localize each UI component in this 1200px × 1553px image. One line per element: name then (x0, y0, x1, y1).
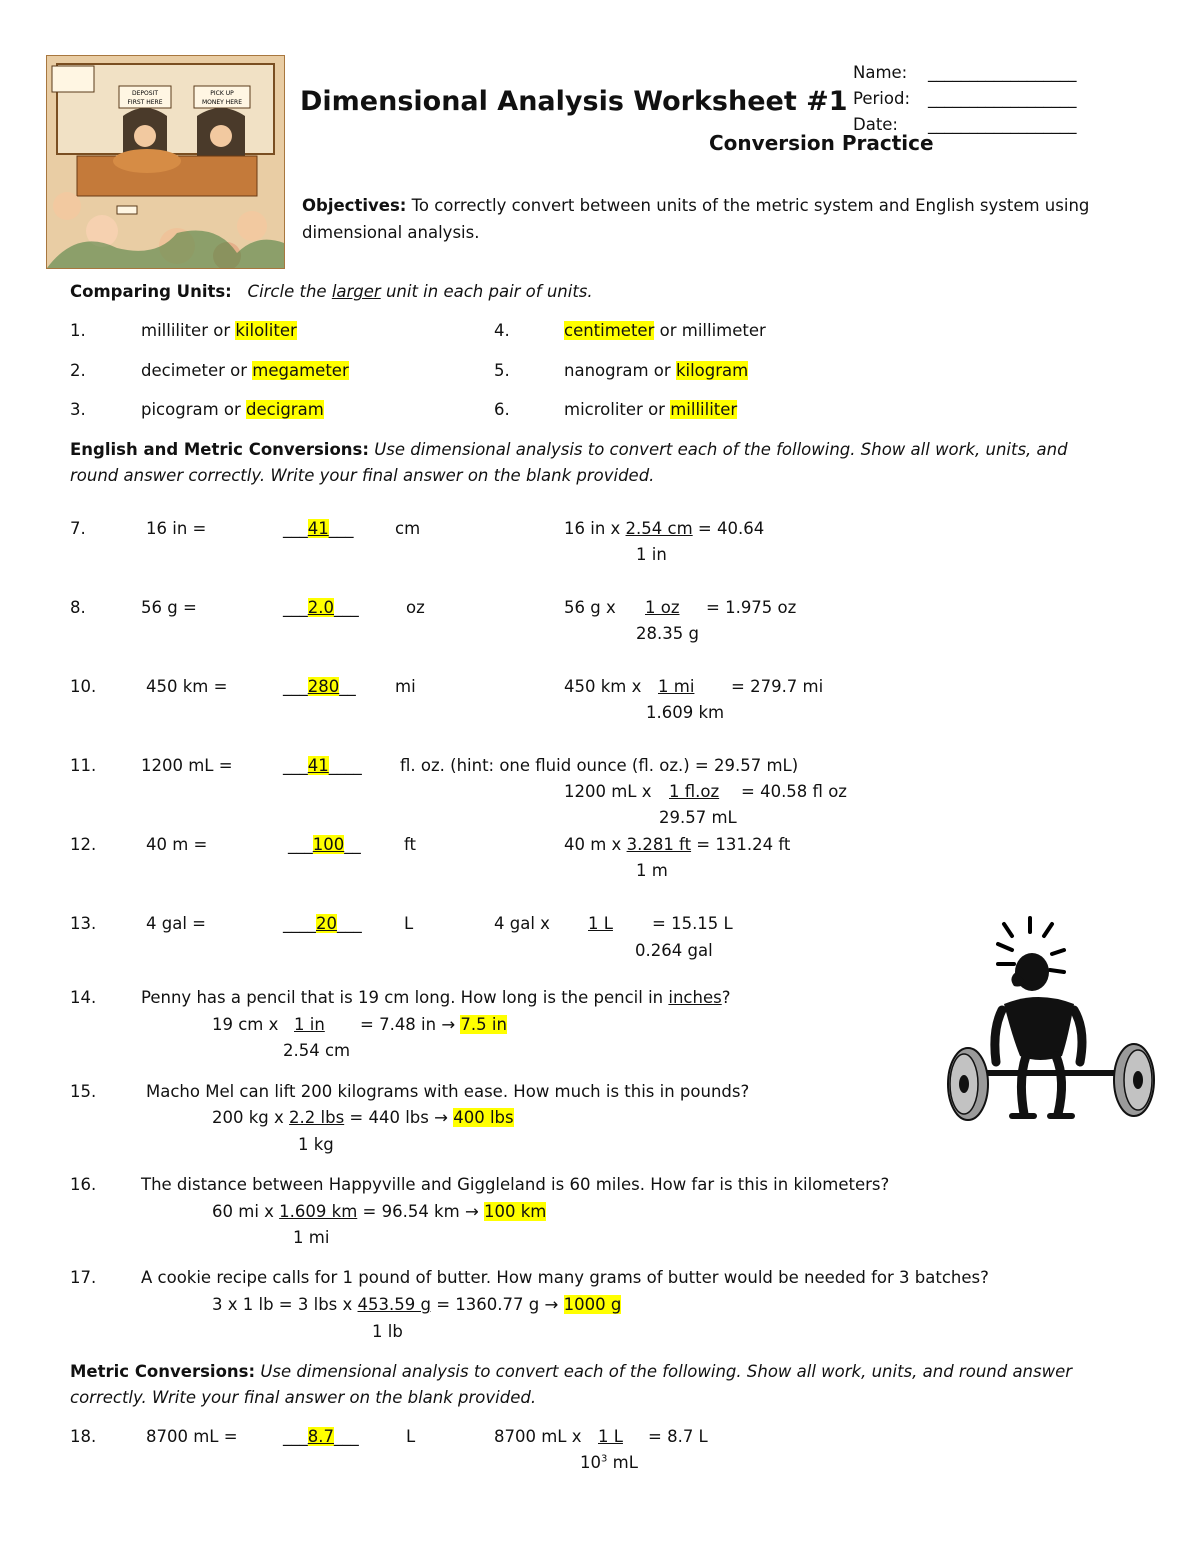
compare-item-3-unit-a: picogram (141, 400, 219, 419)
problem-14-question-unit: inches (668, 988, 722, 1007)
problem-13-work-denominator: 0.264 gal (635, 941, 713, 960)
problem-8-blank-pre: ___ (283, 598, 308, 617)
objectives-line-2: dimensional analysis. (302, 223, 480, 242)
compare-item-4[interactable] (564, 321, 766, 341)
problem-13-work-start: 4 gal x (494, 914, 550, 933)
compare-item-1-or: or (207, 321, 236, 340)
problem-17-number: 17. (70, 1268, 97, 1287)
date-field[interactable]: __________________ (928, 115, 1077, 134)
cartoon-sign-2-line1: PICK UP (210, 90, 234, 97)
problem-12-unit: ft (404, 835, 416, 854)
compare-item-2-number: 2. (70, 361, 86, 380)
problem-16-work-start: 60 mi x (212, 1202, 280, 1221)
cartoon-sign-1-line1: DEPOSIT (132, 90, 158, 97)
problem-15-number: 15. (70, 1082, 97, 1101)
problem-18-question: 8700 mL = (146, 1427, 238, 1446)
problem-8-number: 8. (70, 598, 86, 617)
problem-12-answer-blank[interactable] (288, 835, 361, 855)
objectives-label: Objectives: (302, 196, 407, 215)
problem-18-denominator-base: 10 (580, 1453, 601, 1472)
compare-item-4-unit-b: millimeter (681, 321, 766, 340)
problem-7-blank-post: ___ (328, 519, 354, 538)
problem-13-answer-blank[interactable] (283, 914, 362, 934)
comparing-units-label: Comparing Units: (70, 282, 232, 301)
english-metric-heading (70, 440, 1068, 460)
problem-14-question (141, 988, 730, 1008)
compare-item-3[interactable] (141, 400, 324, 420)
compare-item-5-unit-a: nanogram (564, 361, 649, 380)
problem-12-blank-pre: ___ (288, 835, 313, 854)
problem-18-answer-blank[interactable] (283, 1427, 359, 1447)
problem-16-arrow-icon: → (464, 1202, 479, 1221)
name-field[interactable]: __________________ (928, 63, 1077, 82)
problem-17-answer: 1000 g (563, 1295, 622, 1314)
problem-14-question-text: Penny has a pencil that is 19 cm long. How long is the pencil in (141, 988, 669, 1007)
metric-instr-2: correctly. Write your final answer on the blank provided. (70, 1388, 537, 1407)
compare-item-6-unit-b: milliliter (670, 400, 738, 419)
compare-item-2-unit-a: decimeter (141, 361, 225, 380)
english-metric-instr-1: Use dimensional analysis to convert each of the following. Show all work, units, and (374, 440, 1068, 459)
problem-8-work-numerator: 1 oz (645, 598, 680, 617)
english-metric-label: English and Metric Conversions: (70, 440, 369, 459)
compare-item-3-or: or (218, 400, 247, 419)
problem-13-blank-pre: ____ (283, 914, 316, 933)
problem-12-work-result: = 131.24 ft (691, 835, 791, 854)
compare-item-4-number: 4. (494, 321, 510, 340)
problem-15-work-start: 200 kg x (212, 1108, 290, 1127)
problem-17-work-line-1 (212, 1295, 621, 1315)
compare-item-1-unit-a: milliliter (141, 321, 208, 340)
problem-15-work-result: = 440 lbs (344, 1108, 435, 1127)
problem-13-blank-post: ___ (337, 914, 362, 933)
problem-11-work-numerator: 1 fl.oz (669, 782, 720, 801)
problem-15-answer: 400 lbs (453, 1108, 514, 1127)
problem-12-question: 40 m = (146, 835, 208, 854)
comparing-instr-post: unit in each pair of units. (380, 282, 593, 301)
problem-8-blank-post: ___ (334, 598, 359, 617)
comparing-instr-pre: Circle the (247, 282, 332, 301)
problem-13-question: 4 gal = (146, 914, 206, 933)
problem-10-work-denominator: 1.609 km (646, 703, 725, 722)
problem-15-work-line-1 (212, 1108, 514, 1128)
problem-10-unit: mi (395, 677, 416, 696)
compare-item-1[interactable] (141, 321, 297, 341)
bank-cartoon-image (46, 55, 285, 269)
problem-12-work-line-1 (564, 835, 790, 855)
problem-7-work-result: = 40.64 (692, 519, 765, 538)
compare-item-4-or: or (654, 321, 682, 340)
problem-17-work-result: = 1360.77 g (430, 1295, 545, 1314)
problem-12-blank-post: __ (344, 835, 361, 854)
period-label: Period: (853, 89, 911, 108)
english-metric-instr-2: round answer correctly. Write your final answer on the blank provided. (70, 466, 655, 485)
problem-14-work-result-text: = 7.48 in (360, 1015, 442, 1034)
problem-13-work-numerator: 1 L (588, 914, 613, 933)
problem-18-work-result: = 8.7 L (648, 1427, 708, 1446)
problem-14-question-end: ? (721, 988, 731, 1007)
compare-item-3-unit-b: decigram (246, 400, 324, 419)
problem-15-question: Macho Mel can lift 200 kilograms with ease. How much is this in pounds? (146, 1082, 750, 1101)
problem-10-work-start: 450 km x (564, 677, 642, 696)
problem-7-work-numerator: 2.54 cm (625, 519, 693, 538)
problem-17-question: A cookie recipe calls for 1 pound of butter. How many grams of butter would be needed for 3 batches? (141, 1268, 989, 1287)
problem-10-blank-post: __ (339, 677, 356, 696)
problem-18-denominator-unit: mL (607, 1453, 638, 1472)
problem-14-work-start: 19 cm x (212, 1015, 279, 1034)
problem-11-answer-blank[interactable] (283, 756, 362, 776)
problem-7-unit: cm (395, 519, 421, 538)
problem-17-work-denominator: 1 lb (372, 1322, 403, 1341)
cartoon-svg (47, 56, 284, 268)
date-label: Date: (853, 115, 898, 134)
problem-11-answer: 41 (307, 756, 329, 775)
problem-14-arrow-icon: → (441, 1015, 456, 1034)
problem-10-work-result: = 279.7 mi (731, 677, 824, 696)
problem-11-number: 11. (70, 756, 97, 775)
objectives-text-1: To correctly convert between units of the metric system and English system using (411, 196, 1090, 215)
problem-14-work-numerator: 1 in (294, 1015, 325, 1034)
problem-12-number: 12. (70, 835, 97, 854)
problem-7-work-denominator: 1 in (636, 545, 667, 564)
problem-16-work-denominator: 1 mi (293, 1228, 330, 1247)
problem-16-work-line-1 (212, 1202, 546, 1222)
compare-item-6-unit-a: microliter (564, 400, 643, 419)
problem-7-work-start: 16 in x (564, 519, 626, 538)
weightlifter-clipart (942, 912, 1162, 1127)
problem-7-number: 7. (70, 519, 86, 538)
problem-8-unit: oz (406, 598, 425, 617)
compare-item-2-or: or (224, 361, 253, 380)
problem-16-work-result: = 96.54 km (357, 1202, 465, 1221)
comparing-instr-larger: larger (331, 282, 381, 301)
problem-10-question: 450 km = (146, 677, 228, 696)
problem-18-answer: 8.7 (307, 1427, 334, 1446)
page-subtitle: Conversion Practice (709, 131, 934, 155)
compare-item-1-unit-b: kiloliter (235, 321, 297, 340)
compare-item-1-number: 1. (70, 321, 86, 340)
problem-11-work-result: = 40.58 fl oz (741, 782, 847, 801)
problem-15-work-numerator: 2.2 lbs (289, 1108, 345, 1127)
problem-13-number: 13. (70, 914, 97, 933)
problem-14-work-result (360, 1015, 507, 1035)
name-label: Name: (853, 63, 908, 82)
comparing-units-heading (70, 282, 593, 302)
problem-8-answer: 2.0 (307, 598, 334, 617)
problem-18-blank-pre: ___ (283, 1427, 308, 1446)
compare-item-5[interactable] (564, 361, 748, 381)
cartoon-sign-1-line2: FIRST HERE (127, 99, 163, 106)
problem-8-answer-blank[interactable] (283, 598, 359, 618)
problem-16-question: The distance between Happyville and Giggleland is 60 miles. How far is this in kilometers? (141, 1175, 890, 1194)
problem-16-work-numerator: 1.609 km (279, 1202, 358, 1221)
problem-17-work-start: 3 x 1 lb = 3 lbs x (212, 1295, 358, 1314)
problem-11-question: 1200 mL = (141, 756, 233, 775)
problem-16-number: 16. (70, 1175, 97, 1194)
problem-10-number: 10. (70, 677, 97, 696)
problem-15-arrow-icon: → (434, 1108, 448, 1127)
problem-10-work-numerator: 1 mi (658, 677, 695, 696)
problem-8-question: 56 g = (141, 598, 197, 617)
problem-14-answer: 7.5 in (460, 1015, 507, 1034)
problem-11-work-denominator: 29.57 mL (659, 808, 737, 827)
metric-label: Metric Conversions: (70, 1362, 256, 1381)
problem-15-work-denominator: 1 kg (298, 1135, 334, 1154)
problem-13-answer: 20 (316, 914, 337, 933)
problem-18-number: 18. (70, 1427, 97, 1446)
problem-10-answer-blank[interactable] (283, 677, 356, 697)
problem-7-work-line-1 (564, 519, 764, 539)
problem-18-work-denominator (580, 1453, 638, 1473)
problem-11-blank-pre: ___ (283, 756, 308, 775)
metric-heading (70, 1362, 1072, 1382)
problem-12-work-denominator: 1 m (636, 861, 668, 880)
problem-11-work-start: 1200 mL x (564, 782, 652, 801)
problem-11-blank-post: ____ (328, 756, 362, 775)
compare-item-5-or: or (648, 361, 676, 380)
problem-8-work-denominator: 28.35 g (636, 624, 699, 643)
problem-8-work-start: 56 g x (564, 598, 616, 617)
problem-7-answer: 41 (307, 519, 329, 538)
problem-7-question: 16 in = (146, 519, 207, 538)
problem-18-work-start: 8700 mL x (494, 1427, 582, 1446)
problem-7-blank-pre: ___ (283, 519, 308, 538)
problem-8-work-result: = 1.975 oz (706, 598, 797, 617)
problem-13-unit: L (404, 914, 414, 933)
problem-14-work-denominator: 2.54 cm (283, 1041, 351, 1060)
problem-18-work-numerator: 1 L (598, 1427, 623, 1446)
page-title: Dimensional Analysis Worksheet #1 (300, 86, 848, 117)
problem-12-work-numerator: 3.281 ft (626, 835, 692, 854)
compare-item-4-unit-a: centimeter (564, 321, 655, 340)
problem-7-answer-blank[interactable] (283, 519, 354, 539)
compare-item-2-unit-b: megameter (252, 361, 349, 380)
problem-11-unit-hint: fl. oz. (hint: one fluid ounce (fl. oz.) = 29.57 mL) (400, 756, 799, 775)
objectives-line-1 (302, 196, 1089, 216)
problem-18-blank-post: ___ (334, 1427, 359, 1446)
problem-17-arrow-icon: → (544, 1295, 559, 1314)
compare-item-5-number: 5. (494, 361, 510, 380)
compare-item-6[interactable] (564, 400, 737, 420)
compare-item-6-or: or (642, 400, 671, 419)
problem-10-blank-pre: ___ (283, 677, 308, 696)
cartoon-sign-2-line2: MONEY HERE (201, 99, 243, 106)
problem-12-work-start: 40 m x (564, 835, 627, 854)
problem-17-work-numerator: 453.59 g (357, 1295, 431, 1314)
metric-instr-1: Use dimensional analysis to convert each of the following. Show all work, units, and round answer (260, 1362, 1073, 1381)
problem-18-unit: L (406, 1427, 416, 1446)
problem-12-answer: 100 (312, 835, 345, 854)
compare-item-5-unit-b: kilogram (675, 361, 749, 380)
problem-18-denominator-exponent: 3 (601, 1453, 608, 1465)
compare-item-3-number: 3. (70, 400, 86, 419)
problem-13-work-result: = 15.15 L (652, 914, 733, 933)
problem-14-number: 14. (70, 988, 97, 1007)
period-field[interactable]: __________________ (928, 89, 1077, 108)
problem-10-answer: 280 (307, 677, 340, 696)
weightlifter-svg (942, 912, 1162, 1127)
problem-16-answer: 100 km (484, 1202, 547, 1221)
compare-item-6-number: 6. (494, 400, 510, 419)
compare-item-2[interactable] (141, 361, 349, 381)
